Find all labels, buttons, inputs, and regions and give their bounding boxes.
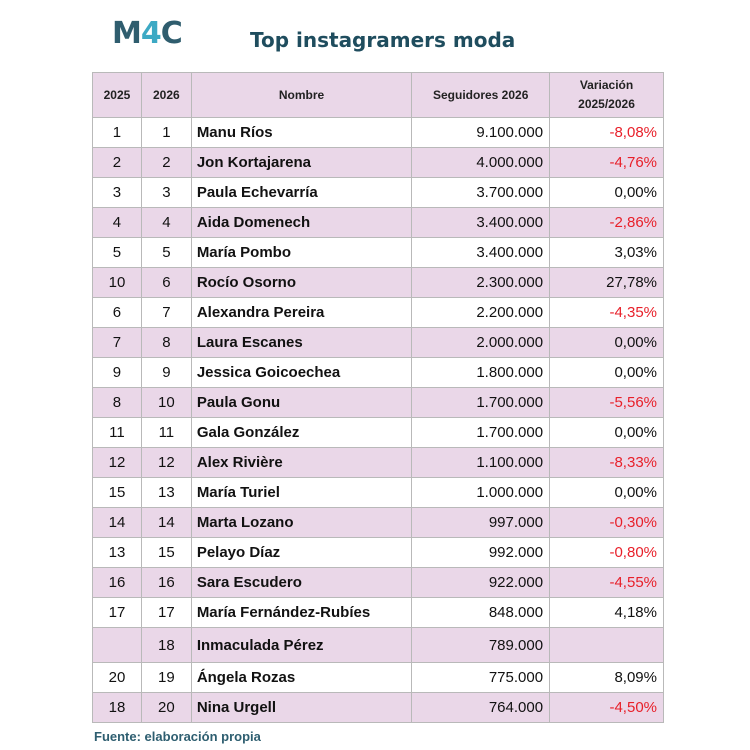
rank-2026-cell: 16 bbox=[141, 568, 191, 598]
variation-cell: 0,00% bbox=[550, 178, 664, 208]
column-header-2026: 2026 bbox=[141, 73, 191, 118]
table-header-row bbox=[93, 73, 664, 118]
rank-2026-cell: 6 bbox=[141, 268, 191, 298]
rank-2025-cell: 1 bbox=[93, 118, 142, 148]
variation-cell: -4,35% bbox=[550, 298, 664, 328]
rank-2025-cell: 13 bbox=[93, 538, 142, 568]
rank-2025-cell: 16 bbox=[93, 568, 142, 598]
followers-cell: 2.300.000 bbox=[412, 268, 550, 298]
source-note: Fuente: elaboración propia bbox=[94, 729, 261, 744]
rank-2026-cell: 20 bbox=[141, 693, 191, 723]
variation-cell: -8,08% bbox=[550, 118, 664, 148]
variation-cell: 0,00% bbox=[550, 358, 664, 388]
logo-letter-c: C bbox=[160, 16, 182, 51]
rank-2025-cell: 10 bbox=[93, 268, 142, 298]
table-row bbox=[93, 418, 664, 448]
followers-cell: 2.200.000 bbox=[412, 298, 550, 328]
table-row bbox=[93, 598, 664, 628]
followers-cell: 1.800.000 bbox=[412, 358, 550, 388]
followers-cell: 922.000 bbox=[412, 568, 550, 598]
name-cell: Alex Rivière bbox=[191, 448, 412, 478]
variacion-header-label: Variación 2025/2026 bbox=[578, 78, 635, 111]
rank-2025-cell: 6 bbox=[93, 298, 142, 328]
name-cell: Jon Kortajarena bbox=[191, 148, 412, 178]
m4c-logo bbox=[112, 16, 182, 51]
variation-cell: -4,76% bbox=[550, 148, 664, 178]
variation-cell: 0,00% bbox=[550, 418, 664, 448]
table-row bbox=[93, 268, 664, 298]
rank-2025-cell: 7 bbox=[93, 328, 142, 358]
table-row bbox=[93, 508, 664, 538]
column-header-seguidores: Seguidores 2026 bbox=[412, 73, 550, 118]
rank-2026-cell: 5 bbox=[141, 238, 191, 268]
table-row bbox=[93, 568, 664, 598]
rank-2025-cell: 15 bbox=[93, 478, 142, 508]
name-cell: Alexandra Pereira bbox=[191, 298, 412, 328]
name-cell: Marta Lozano bbox=[191, 508, 412, 538]
table-row bbox=[93, 118, 664, 148]
column-header-2025: 2025 bbox=[93, 73, 142, 118]
variation-cell: -0,30% bbox=[550, 508, 664, 538]
name-cell: Paula Echevarría bbox=[191, 178, 412, 208]
variation-cell: 4,18% bbox=[550, 598, 664, 628]
rank-2026-cell: 14 bbox=[141, 508, 191, 538]
rank-2025-cell: 9 bbox=[93, 358, 142, 388]
table-row bbox=[93, 208, 664, 238]
variation-cell: -0,80% bbox=[550, 538, 664, 568]
rank-2025-cell: 2 bbox=[93, 148, 142, 178]
rank-2026-cell: 9 bbox=[141, 358, 191, 388]
ranking-table bbox=[92, 72, 664, 723]
followers-cell: 2.000.000 bbox=[412, 328, 550, 358]
rank-2026-cell: 10 bbox=[141, 388, 191, 418]
table-row bbox=[93, 478, 664, 508]
rank-2025-cell: 18 bbox=[93, 693, 142, 723]
table-row bbox=[93, 328, 664, 358]
followers-cell: 1.700.000 bbox=[412, 418, 550, 448]
rank-2025-cell: 5 bbox=[93, 238, 142, 268]
variation-cell: 3,03% bbox=[550, 238, 664, 268]
followers-cell: 1.700.000 bbox=[412, 388, 550, 418]
table-row bbox=[93, 448, 664, 478]
variation-cell: -4,55% bbox=[550, 568, 664, 598]
rank-2026-cell: 18 bbox=[141, 628, 191, 663]
table-row bbox=[93, 663, 664, 693]
rank-2026-cell: 3 bbox=[141, 178, 191, 208]
table-row bbox=[93, 238, 664, 268]
page-title: Top instagramers moda bbox=[250, 28, 516, 52]
rank-2026-cell: 8 bbox=[141, 328, 191, 358]
name-cell: Gala González bbox=[191, 418, 412, 448]
rank-2026-cell: 4 bbox=[141, 208, 191, 238]
rank-2025-cell: 11 bbox=[93, 418, 142, 448]
rank-2026-cell: 12 bbox=[141, 448, 191, 478]
name-cell: Pelayo Díaz bbox=[191, 538, 412, 568]
name-cell: Sara Escudero bbox=[191, 568, 412, 598]
variation-cell: -8,33% bbox=[550, 448, 664, 478]
rank-2026-cell: 17 bbox=[141, 598, 191, 628]
table-row bbox=[93, 628, 664, 663]
name-cell: Nina Urgell bbox=[191, 693, 412, 723]
name-cell: Laura Escanes bbox=[191, 328, 412, 358]
followers-cell: 4.000.000 bbox=[412, 148, 550, 178]
logo-digit-4: 4 bbox=[140, 16, 161, 51]
name-cell: Rocío Osorno bbox=[191, 268, 412, 298]
variation-cell: 0,00% bbox=[550, 328, 664, 358]
logo-letter-m: M bbox=[112, 16, 141, 51]
followers-cell: 3.700.000 bbox=[412, 178, 550, 208]
rank-2025-cell: 14 bbox=[93, 508, 142, 538]
name-cell: Jessica Goicoechea bbox=[191, 358, 412, 388]
followers-cell: 9.100.000 bbox=[412, 118, 550, 148]
followers-cell: 997.000 bbox=[412, 508, 550, 538]
rank-2026-cell: 7 bbox=[141, 298, 191, 328]
name-cell: Inmaculada Pérez bbox=[191, 628, 412, 663]
rank-2026-cell: 11 bbox=[141, 418, 191, 448]
variation-cell: -2,86% bbox=[550, 208, 664, 238]
rank-2025-cell: 3 bbox=[93, 178, 142, 208]
followers-cell: 789.000 bbox=[412, 628, 550, 663]
table-row bbox=[93, 538, 664, 568]
rank-2026-cell: 1 bbox=[141, 118, 191, 148]
name-cell: Ángela Rozas bbox=[191, 663, 412, 693]
table-row bbox=[93, 178, 664, 208]
table-row bbox=[93, 693, 664, 723]
table-row bbox=[93, 298, 664, 328]
followers-cell: 1.000.000 bbox=[412, 478, 550, 508]
table-row bbox=[93, 148, 664, 178]
rank-2026-cell: 19 bbox=[141, 663, 191, 693]
name-cell: Aida Domenech bbox=[191, 208, 412, 238]
name-cell: Manu Ríos bbox=[191, 118, 412, 148]
variation-cell: 27,78% bbox=[550, 268, 664, 298]
rank-2026-cell: 13 bbox=[141, 478, 191, 508]
followers-cell: 1.100.000 bbox=[412, 448, 550, 478]
name-cell: Paula Gonu bbox=[191, 388, 412, 418]
header bbox=[0, 0, 750, 70]
variation-cell: -5,56% bbox=[550, 388, 664, 418]
table-row bbox=[93, 358, 664, 388]
column-header-nombre: Nombre bbox=[191, 73, 412, 118]
name-cell: María Turiel bbox=[191, 478, 412, 508]
rank-2025-cell: 20 bbox=[93, 663, 142, 693]
rank-2025-cell: 4 bbox=[93, 208, 142, 238]
name-cell: María Pombo bbox=[191, 238, 412, 268]
variation-cell: -4,50% bbox=[550, 693, 664, 723]
rank-2026-cell: 15 bbox=[141, 538, 191, 568]
column-header-variacion bbox=[550, 73, 664, 118]
followers-cell: 3.400.000 bbox=[412, 238, 550, 268]
name-cell: María Fernández-Rubíes bbox=[191, 598, 412, 628]
table-body bbox=[93, 118, 664, 723]
variation-cell: 8,09% bbox=[550, 663, 664, 693]
rank-2025-cell bbox=[93, 628, 142, 663]
variation-cell bbox=[550, 628, 664, 663]
rank-2025-cell: 17 bbox=[93, 598, 142, 628]
followers-cell: 3.400.000 bbox=[412, 208, 550, 238]
followers-cell: 764.000 bbox=[412, 693, 550, 723]
followers-cell: 848.000 bbox=[412, 598, 550, 628]
followers-cell: 992.000 bbox=[412, 538, 550, 568]
rank-2025-cell: 12 bbox=[93, 448, 142, 478]
table-row bbox=[93, 388, 664, 418]
followers-cell: 775.000 bbox=[412, 663, 550, 693]
rank-2026-cell: 2 bbox=[141, 148, 191, 178]
variation-cell: 0,00% bbox=[550, 478, 664, 508]
rank-2025-cell: 8 bbox=[93, 388, 142, 418]
